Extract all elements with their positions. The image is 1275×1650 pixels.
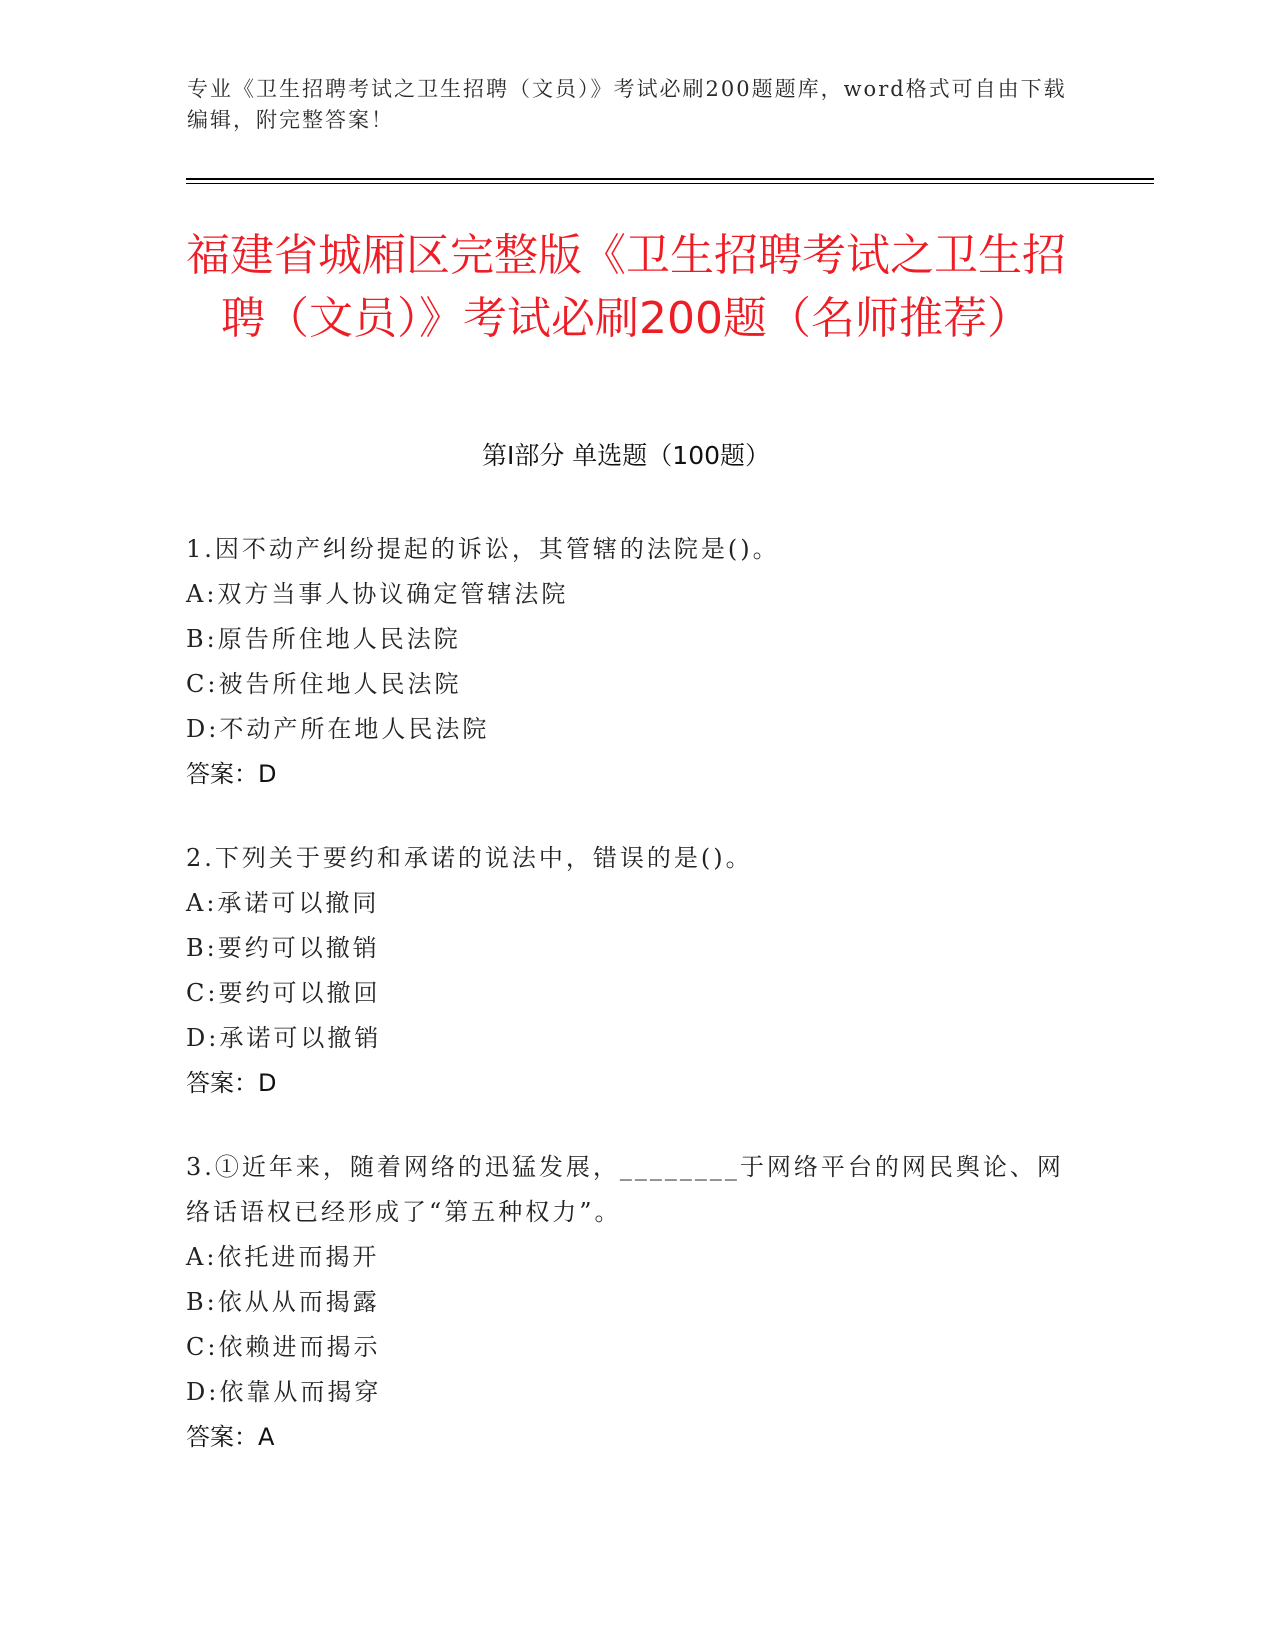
option-c: C:被告所住地人民法院 — [186, 670, 462, 698]
option-b: B:依从从而揭露 — [186, 1288, 380, 1316]
question-list — [186, 527, 1066, 1499]
answer: 答案：A — [186, 1423, 275, 1451]
question-2 — [186, 836, 1066, 1106]
option-d: D:不动产所在地人民法院 — [186, 715, 490, 743]
document-title: 福建省城厢区完整版《卫生招聘考试之卫生招聘（文员）》考试必刷200题（名师推荐） — [186, 230, 1066, 344]
question-3 — [186, 1145, 1066, 1460]
question-stem: 1.因不动产纠纷提起的诉讼，其管辖的法院是()。 — [186, 535, 780, 563]
header-divider-thin — [186, 183, 1154, 184]
header-note: 专业《卫生招聘考试之卫生招聘（文员）》考试必刷200题题库，word格式可自由下载编辑，附完整答案！ — [187, 77, 1067, 132]
question-stem: 3.①近年来，随着网络的迅猛发展，________于网络平台的网民舆论、网络话语权已经形成了“第五种权力”。 — [186, 1153, 1064, 1226]
option-c: C:依赖进而揭示 — [186, 1333, 381, 1361]
answer: 答案：D — [186, 1069, 277, 1097]
option-b: B:要约可以撤销 — [186, 934, 380, 962]
header-divider-thick — [186, 178, 1154, 180]
option-d: D:依靠从而揭穿 — [186, 1378, 382, 1406]
section-title: 第I部分 单选题（100题） — [481, 441, 771, 470]
option-a: A:双方当事人协议确定管辖法院 — [186, 580, 569, 608]
question-1 — [186, 527, 1066, 797]
option-b: B:原告所住地人民法院 — [186, 625, 461, 653]
option-d: D:承诺可以撤销 — [186, 1024, 382, 1052]
answer: 答案：D — [186, 760, 277, 788]
option-a: A:依托进而揭开 — [186, 1243, 380, 1271]
option-c: C:要约可以撤回 — [186, 979, 381, 1007]
question-stem: 2.下列关于要约和承诺的说法中，错误的是()。 — [186, 844, 753, 872]
option-a: A:承诺可以撤同 — [186, 889, 380, 917]
